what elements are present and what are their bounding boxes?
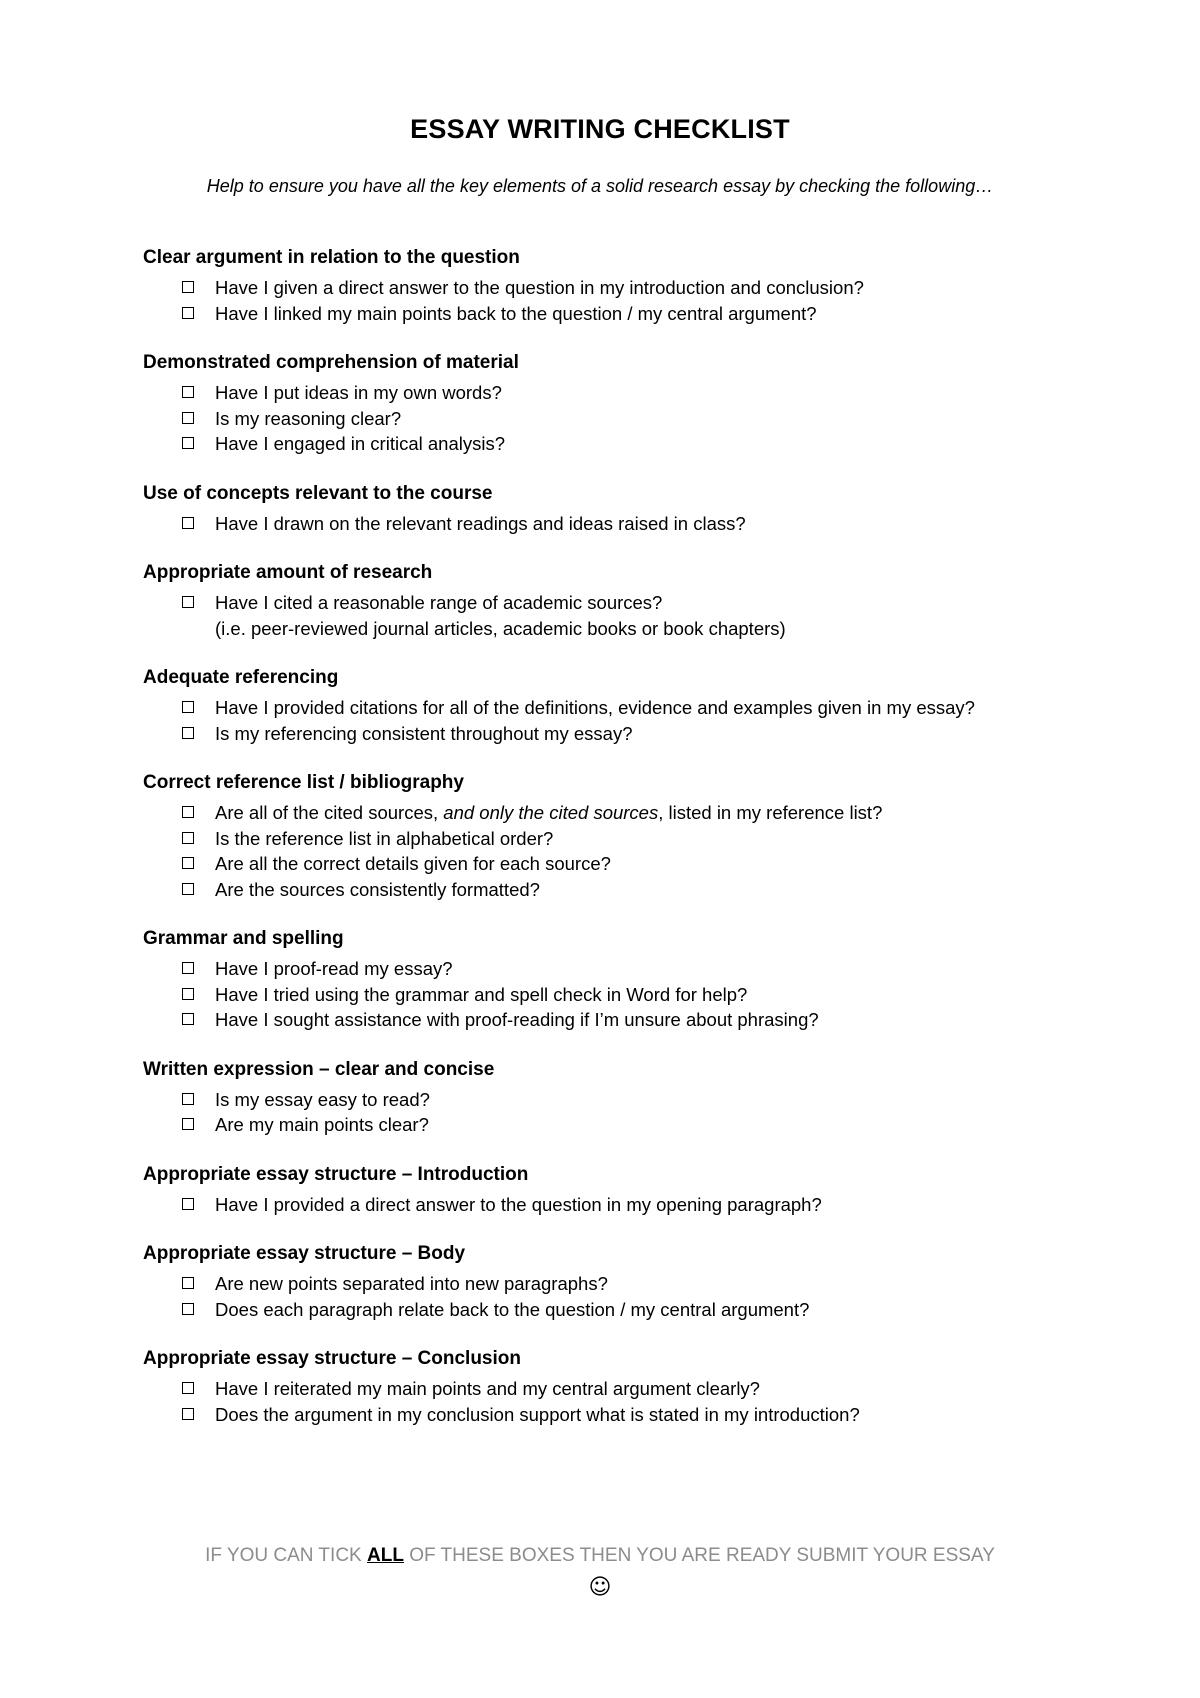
checklist-section	[143, 1162, 1153, 1218]
checklist-item-text: Have I given a direct answer to the question in my introduction and conclusion?	[215, 277, 864, 298]
checkbox-icon[interactable]	[182, 412, 194, 424]
checklist-item-text: Does the argument in my conclusion support what is stated in my introduction?	[215, 1403, 860, 1425]
checklist-item-text: Are my main points clear?	[215, 1114, 429, 1135]
checkbox-icon[interactable]	[182, 962, 194, 974]
footer-text-before: IF YOU CAN TICK	[205, 1545, 367, 1566]
section-heading: Demonstrated comprehension of material	[143, 352, 519, 373]
checklist-item	[143, 380, 1153, 406]
checklist-section	[143, 1057, 1153, 1138]
checklist-item-text: Are all the correct details given for each source?	[215, 853, 611, 874]
checklist-item	[143, 1271, 1153, 1297]
checkbox-icon[interactable]	[182, 1303, 194, 1315]
checklist-item	[143, 956, 1153, 982]
section-heading: Grammar and spelling	[143, 928, 344, 949]
section-heading: Appropriate essay structure – Conclusion	[143, 1348, 521, 1369]
checkbox-icon[interactable]	[182, 596, 194, 608]
checkbox-icon[interactable]	[182, 1277, 194, 1289]
checkbox-icon[interactable]	[182, 281, 194, 293]
checklist-sections	[143, 245, 1153, 1451]
checklist-item	[143, 826, 1153, 852]
checklist-item-text: Have I drawn on the relevant readings and ideas raised in class?	[215, 512, 746, 534]
checklist-item	[143, 406, 1153, 432]
smiley-icon: ☺	[588, 1575, 612, 1600]
checklist-item-text: Have I provided citations for all of the definitions, evidence and examples given in my essay?	[215, 697, 975, 718]
checkbox-icon[interactable]	[182, 806, 194, 818]
checkbox-icon[interactable]	[182, 1408, 194, 1420]
checklist-item-text: Have I tried using the grammar and spell check in Word for help?	[215, 983, 748, 1005]
page-subtitle: Help to ensure you have all the key elements of a solid research essay by checking the following…	[206, 176, 994, 196]
checklist-item	[143, 695, 1153, 721]
checklist-section	[143, 245, 1153, 326]
checklist-item-text: , listed in my reference list?	[658, 802, 883, 823]
checklist-item-text: Have I put ideas in my own words?	[215, 382, 502, 403]
checkbox-icon[interactable]	[182, 517, 194, 529]
checklist-item-text: Have I reiterated my main points and my central argument clearly?	[215, 1378, 760, 1399]
checklist-item	[143, 1112, 1153, 1138]
section-heading: Appropriate amount of research	[143, 562, 433, 583]
page-title: ESSAY WRITING CHECKLIST	[410, 114, 790, 144]
checklist-item	[143, 1402, 1153, 1428]
checklist-item	[143, 982, 1153, 1008]
checklist-item	[143, 275, 1153, 301]
checklist-item-text: Is my reasoning clear?	[215, 407, 402, 429]
checklist-item	[143, 1087, 1153, 1113]
checklist-item	[143, 301, 1153, 327]
checklist-section	[143, 1346, 1153, 1427]
checklist-item-emphasis: and only the cited sources	[443, 802, 659, 823]
checkbox-icon[interactable]	[182, 1118, 194, 1130]
footer-message	[0, 1545, 1200, 1567]
checklist-section	[143, 481, 1153, 537]
checklist-item-text: Are the sources consistently formatted?	[215, 878, 540, 900]
section-heading: Correct reference list / bibliography	[143, 772, 464, 793]
checklist-item-text: Is the reference list in alphabetical order?	[215, 827, 554, 849]
checkbox-icon[interactable]	[182, 386, 194, 398]
checklist-item-text: Does each paragraph relate back to the question / my central argument?	[215, 1298, 810, 1320]
checkbox-icon[interactable]	[182, 727, 194, 739]
section-heading: Adequate referencing	[143, 667, 339, 688]
checklist-item	[143, 1376, 1153, 1402]
checklist-item	[143, 721, 1153, 747]
checkbox-icon[interactable]	[182, 701, 194, 713]
checklist-section	[143, 926, 1153, 1033]
footer-emphasis: ALL	[367, 1545, 404, 1566]
checklist-item	[143, 1192, 1153, 1218]
checklist-section	[143, 560, 1153, 641]
checklist-section	[143, 770, 1153, 902]
checkbox-icon[interactable]	[182, 437, 194, 449]
checkbox-icon[interactable]	[182, 988, 194, 1000]
checklist-item	[143, 431, 1153, 457]
checklist-item	[143, 590, 1153, 616]
checklist-item-text: Have I sought assistance with proof-reading if I’m unsure about phrasing?	[215, 1009, 819, 1030]
checkbox-icon[interactable]	[182, 1382, 194, 1394]
checklist-item-text: Have I provided a direct answer to the question in my opening paragraph?	[215, 1193, 822, 1215]
checklist-item-text: Have I cited a reasonable range of academic sources?	[215, 592, 663, 613]
section-heading: Use of concepts relevant to the course	[143, 482, 493, 504]
checkbox-icon[interactable]	[182, 1198, 194, 1210]
checklist-section	[143, 350, 1153, 457]
checklist-item	[143, 800, 1153, 826]
checklist-item-text: Have I engaged in critical analysis?	[215, 433, 505, 454]
checkbox-icon[interactable]	[182, 832, 194, 844]
checkbox-icon[interactable]	[182, 1013, 194, 1025]
checklist-item	[143, 851, 1153, 877]
checklist-item-text: Is my referencing consistent throughout my essay?	[215, 722, 633, 744]
checklist-item-text: Are all of the cited sources,	[215, 802, 444, 823]
section-heading: Appropriate essay structure – Introduction	[143, 1163, 529, 1185]
checkbox-icon[interactable]	[182, 883, 194, 895]
checkbox-icon[interactable]	[182, 857, 194, 869]
checklist-item-text: Have I linked my main points back to the question / my central argument?	[215, 302, 817, 324]
checklist-item-text: Have I proof-read my essay?	[215, 958, 453, 979]
checklist-item	[143, 1297, 1153, 1323]
checkbox-icon[interactable]	[182, 307, 194, 319]
checkbox-icon[interactable]	[182, 1093, 194, 1105]
section-heading: Written expression – clear and concise	[143, 1058, 495, 1080]
checklist-item	[143, 511, 1153, 537]
checklist-item	[143, 1007, 1153, 1033]
checklist-section	[143, 665, 1153, 746]
footer-text-after: OF THESE BOXES THEN YOU ARE READY SUBMIT YOUR ESSAY	[403, 1545, 995, 1566]
checklist-item	[143, 877, 1153, 903]
checklist-item-text: Is my essay easy to read?	[215, 1088, 430, 1110]
checklist-section	[143, 1241, 1153, 1322]
section-heading: Clear argument in relation to the question	[143, 247, 520, 268]
section-heading: Appropriate essay structure – Body	[143, 1243, 466, 1264]
checklist-item-text: Are new points separated into new paragraphs?	[215, 1273, 608, 1294]
checklist-item-note: (i.e. peer-reviewed journal articles, academic books or book chapters)	[215, 617, 786, 639]
